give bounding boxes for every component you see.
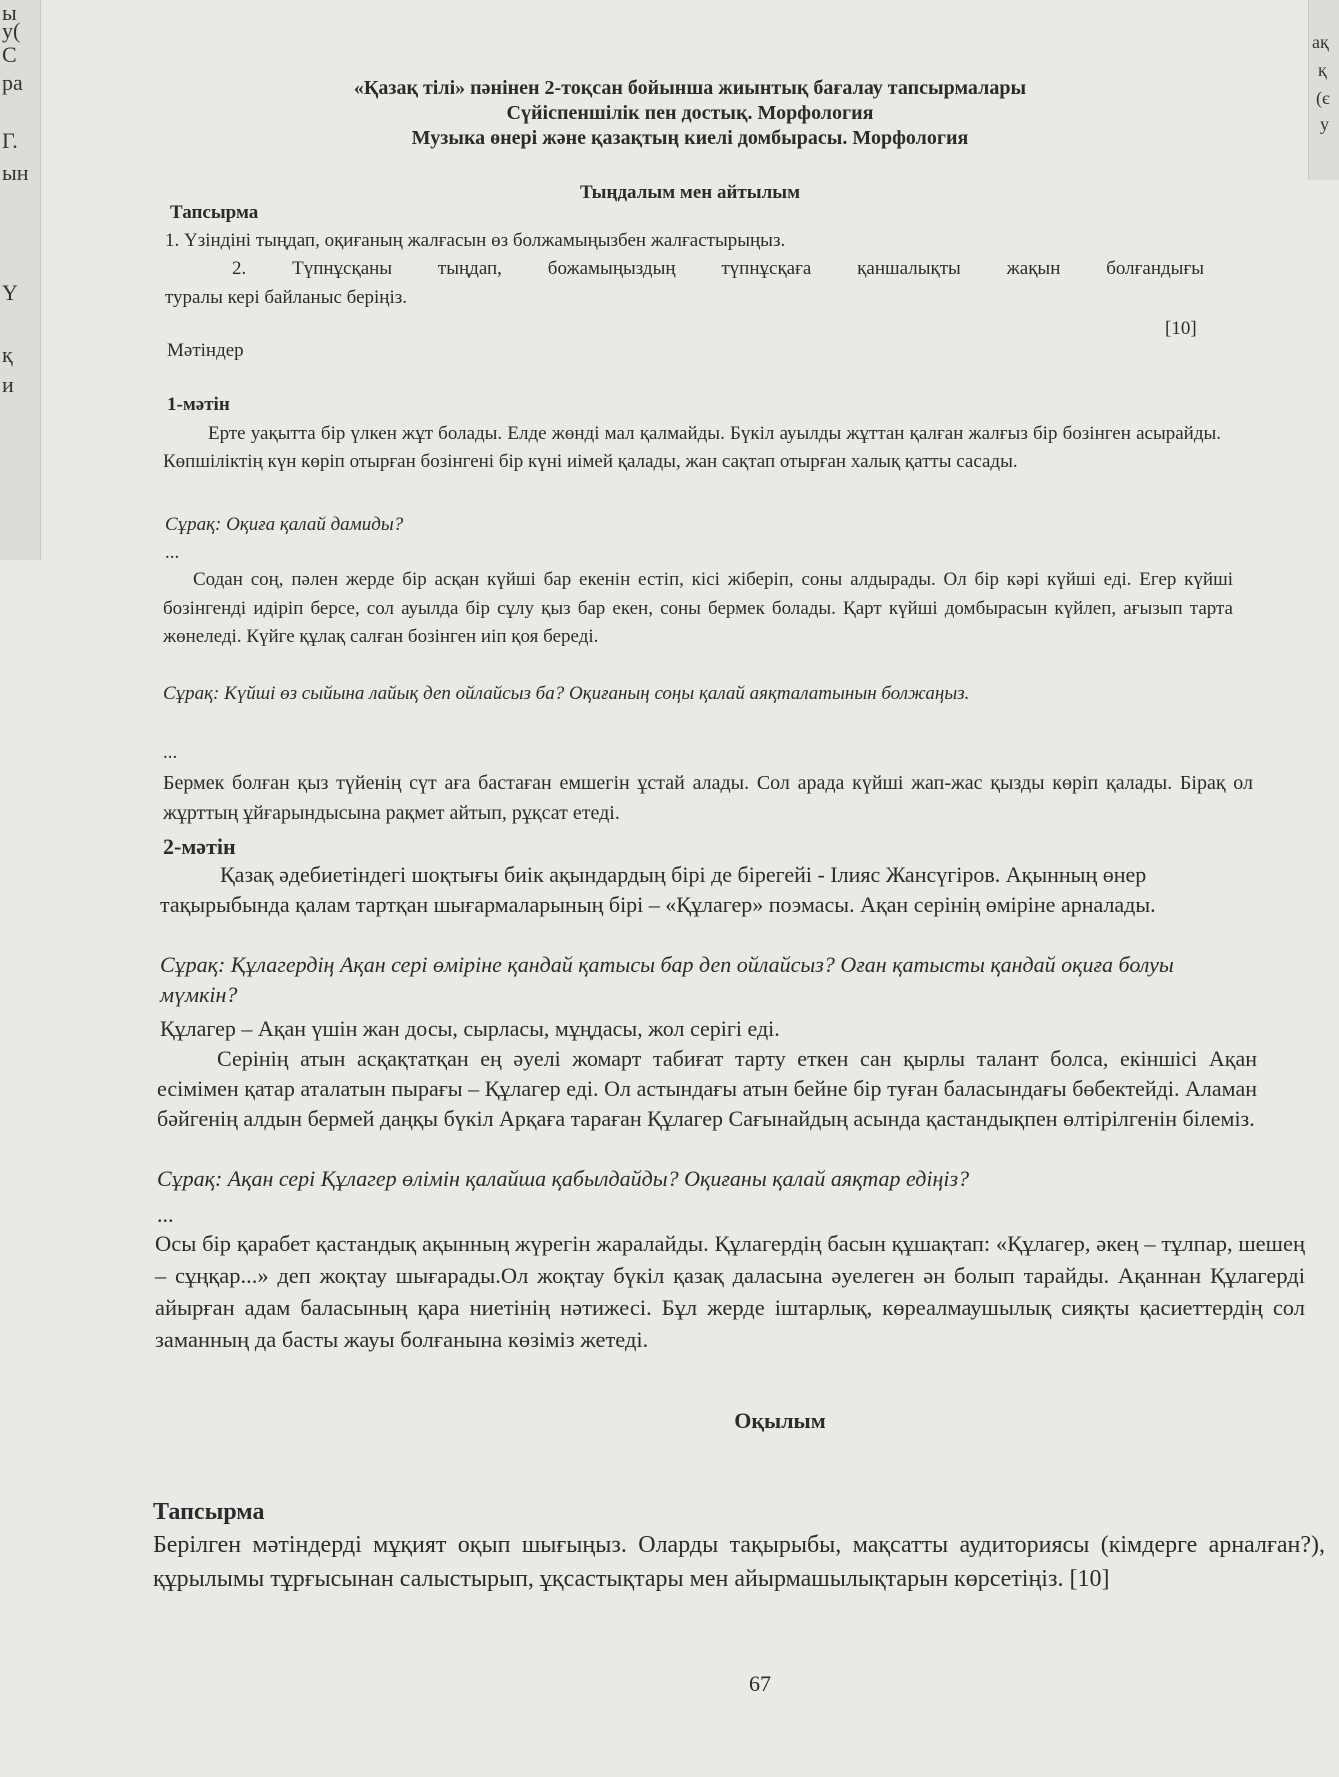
text1-paragraph: Содан соң, пәлен жерде бір асқан күйші бар екенін естіп, кісі жіберіп, соны алдырады. Ол бір кәрі күйші еді. Егер күйші бозінгенді идіріп берсе, сол ауылда бір сұлу қыз бар екен, соны бермек болады. Қарт күйші домбырасын күйлеп, ағызып тарта жөнеледі. Күйге құлақ салған бозінген иіп қоя береді. xyxy=(163,569,1233,647)
text1-question-2: Сұрақ: Күйші өз сыйына лайық деп ойлайсыз ба? Оқиғаның соңы қалай аяқталатынын болжаңыз. xyxy=(163,683,970,704)
text1-paragraph: Бермек болған қыз түйенің сүт аға бастаған емшегін ұстай алады. Сол арада күйші жап-жас қызды көріп қалады. Бірақ ол жұрттың ұйғарындысына рақмет айтып, рұқсат етеді. xyxy=(163,772,1253,824)
edge-fragment: и xyxy=(2,372,14,397)
task-label: Тапсырма xyxy=(170,202,259,223)
text2-question-1: Сұрақ: Құлагердің Ақан сері өміріне қандай қатысы бар деп ойлайсыз? Оған қатысты қандай оқиға болуы мүмкін? xyxy=(160,952,1174,1007)
ellipsis: ... xyxy=(157,1202,174,1227)
edge-fragment: ын xyxy=(2,160,29,185)
edge-fragment: ы xyxy=(2,0,17,25)
text1-title: 1-мәтін xyxy=(167,394,230,415)
task-item-2-line-a: 2. Түпнұсқаны тыңдап, божамыңыздың түпнұсқаға қаншалықты жақын болғандығы xyxy=(232,258,1204,279)
header-line-3: Музыка өнері және қазақтың киелі домбырасы. Морфология xyxy=(411,127,969,149)
task-score: [10] xyxy=(1165,318,1197,339)
text2-paragraph: Серінің атын асқақтатқан ең әуелі жомарт табиғат тарту еткен сан қырлы талант болса, екіншісі Ақан есімімен қатар аталатын пырағы – Құлагер еді. Ол астындағы атын бейне бір туған баласындағы бөбектейді. Аламан бәйгенің алдын бермей даңқы бүкіл Арқаға тараған Құлагер Сағынайдың асында қастандықпен өлтірілгенін білеміз. xyxy=(157,1046,1257,1131)
edge-fragment: қ xyxy=(2,342,13,367)
header-line-1: «Қазақ тілі» пәнінен 2-тоқсан бойынша жиынтық бағалау тапсырмалары xyxy=(353,77,1027,99)
header-line-2: Сүйіспеншілік пен достық. Морфология xyxy=(506,102,874,124)
edge-fragment: (є xyxy=(1316,88,1330,108)
ellipsis: ... xyxy=(163,742,178,763)
edge-fragment: ақ xyxy=(1312,32,1329,52)
section-title-reading: Оқылым xyxy=(734,1408,826,1433)
text1-paragraph: Ерте уақытта бір үлкен жұт болады. Елде жөнді мал қалмайды. Бүкіл ауылды жұттан қалған жалғыз бір бозінген асырайды. Көпшіліктің күн көріп отырған бозінгені бір күні иімей қалады, жан сақтап отырған халық қатты сасады. xyxy=(163,423,1221,472)
text1-question-1: Сұрақ: Оқиға қалай дамиды? xyxy=(165,514,404,535)
edge-fragment: қ xyxy=(1318,60,1327,80)
edge-fragment: Г. xyxy=(2,128,18,153)
ellipsis: ... xyxy=(165,542,180,563)
task-item-2-line-b: туралы кері байланыс беріңіз. xyxy=(165,287,407,308)
edge-fragment: у xyxy=(1320,114,1329,134)
edge-fragment: Ү xyxy=(2,280,18,305)
reading-task-body: Берілген мәтіндерді мұқият оқып шығыңыз. Оларды тақырыбы, мақсатты аудиториясы (кімдерге арналған?), құрылымы тұрғысынан салыстырып, ұқсастықтары мен айырмашылықтарын көрсетіңіз. [10] xyxy=(153,1532,1325,1592)
text2-question-2: Сұрақ: Ақан сері Құлагер өлімін қалайша қабылдайды? Оқиғаны қалай аяқтар едіңіз? xyxy=(157,1166,970,1191)
edge-fragment: ра xyxy=(2,70,23,95)
texts-label: Мәтіндер xyxy=(167,340,244,361)
page-number: 67 xyxy=(749,1671,771,1696)
edge-fragment: у( xyxy=(2,18,21,43)
document-header xyxy=(220,76,1160,151)
edge-fragment: С xyxy=(2,42,17,67)
task-label: Тапсырма xyxy=(153,1499,265,1525)
text2-paragraph: Осы бір қарабет қастандық ақынның жүрегін жаралайды. Құлагердің басын құшақтап: «Құлагер, әкең – тұлпар, шешең – сұңқар...» деп жоқтау шығарады.Ол жоқтау бүкіл қазақ даласына әуелеген ән болып тарайды. Ақаннан Құлагерді айырған адам баласының қара ниетінің нәтижесі. Бұл жерде іштарлық, көреалмаушылық сияқты қасиеттердің сол заманның да басты жауы болғанына көзіміз жетеді. xyxy=(155,1231,1305,1352)
section-title-listening: Тыңдалым мен айтылым xyxy=(579,182,801,203)
text2-paragraph: Қазақ әдебиетіндегі шоқтығы биік ақындардың бірі де бірегейі - Ілияс Жансүгіров. Ақынның өнер тақырыбында қалам тартқан шығармаларының бірі – «Құлагер» поэмасы. Ақан серінің өміріне арналады. xyxy=(160,862,1156,917)
text2-title: 2-мәтін xyxy=(163,834,236,859)
text2-paragraph: Құлагер – Ақан үшін жан досы, сырласы, мұңдасы, жол серігі еді. xyxy=(160,1016,780,1041)
task-item-1: 1. Үзіндіні тыңдап, оқиғаның жалғасын өз болжамыңызбен жалғастырыңыз. xyxy=(165,230,786,251)
